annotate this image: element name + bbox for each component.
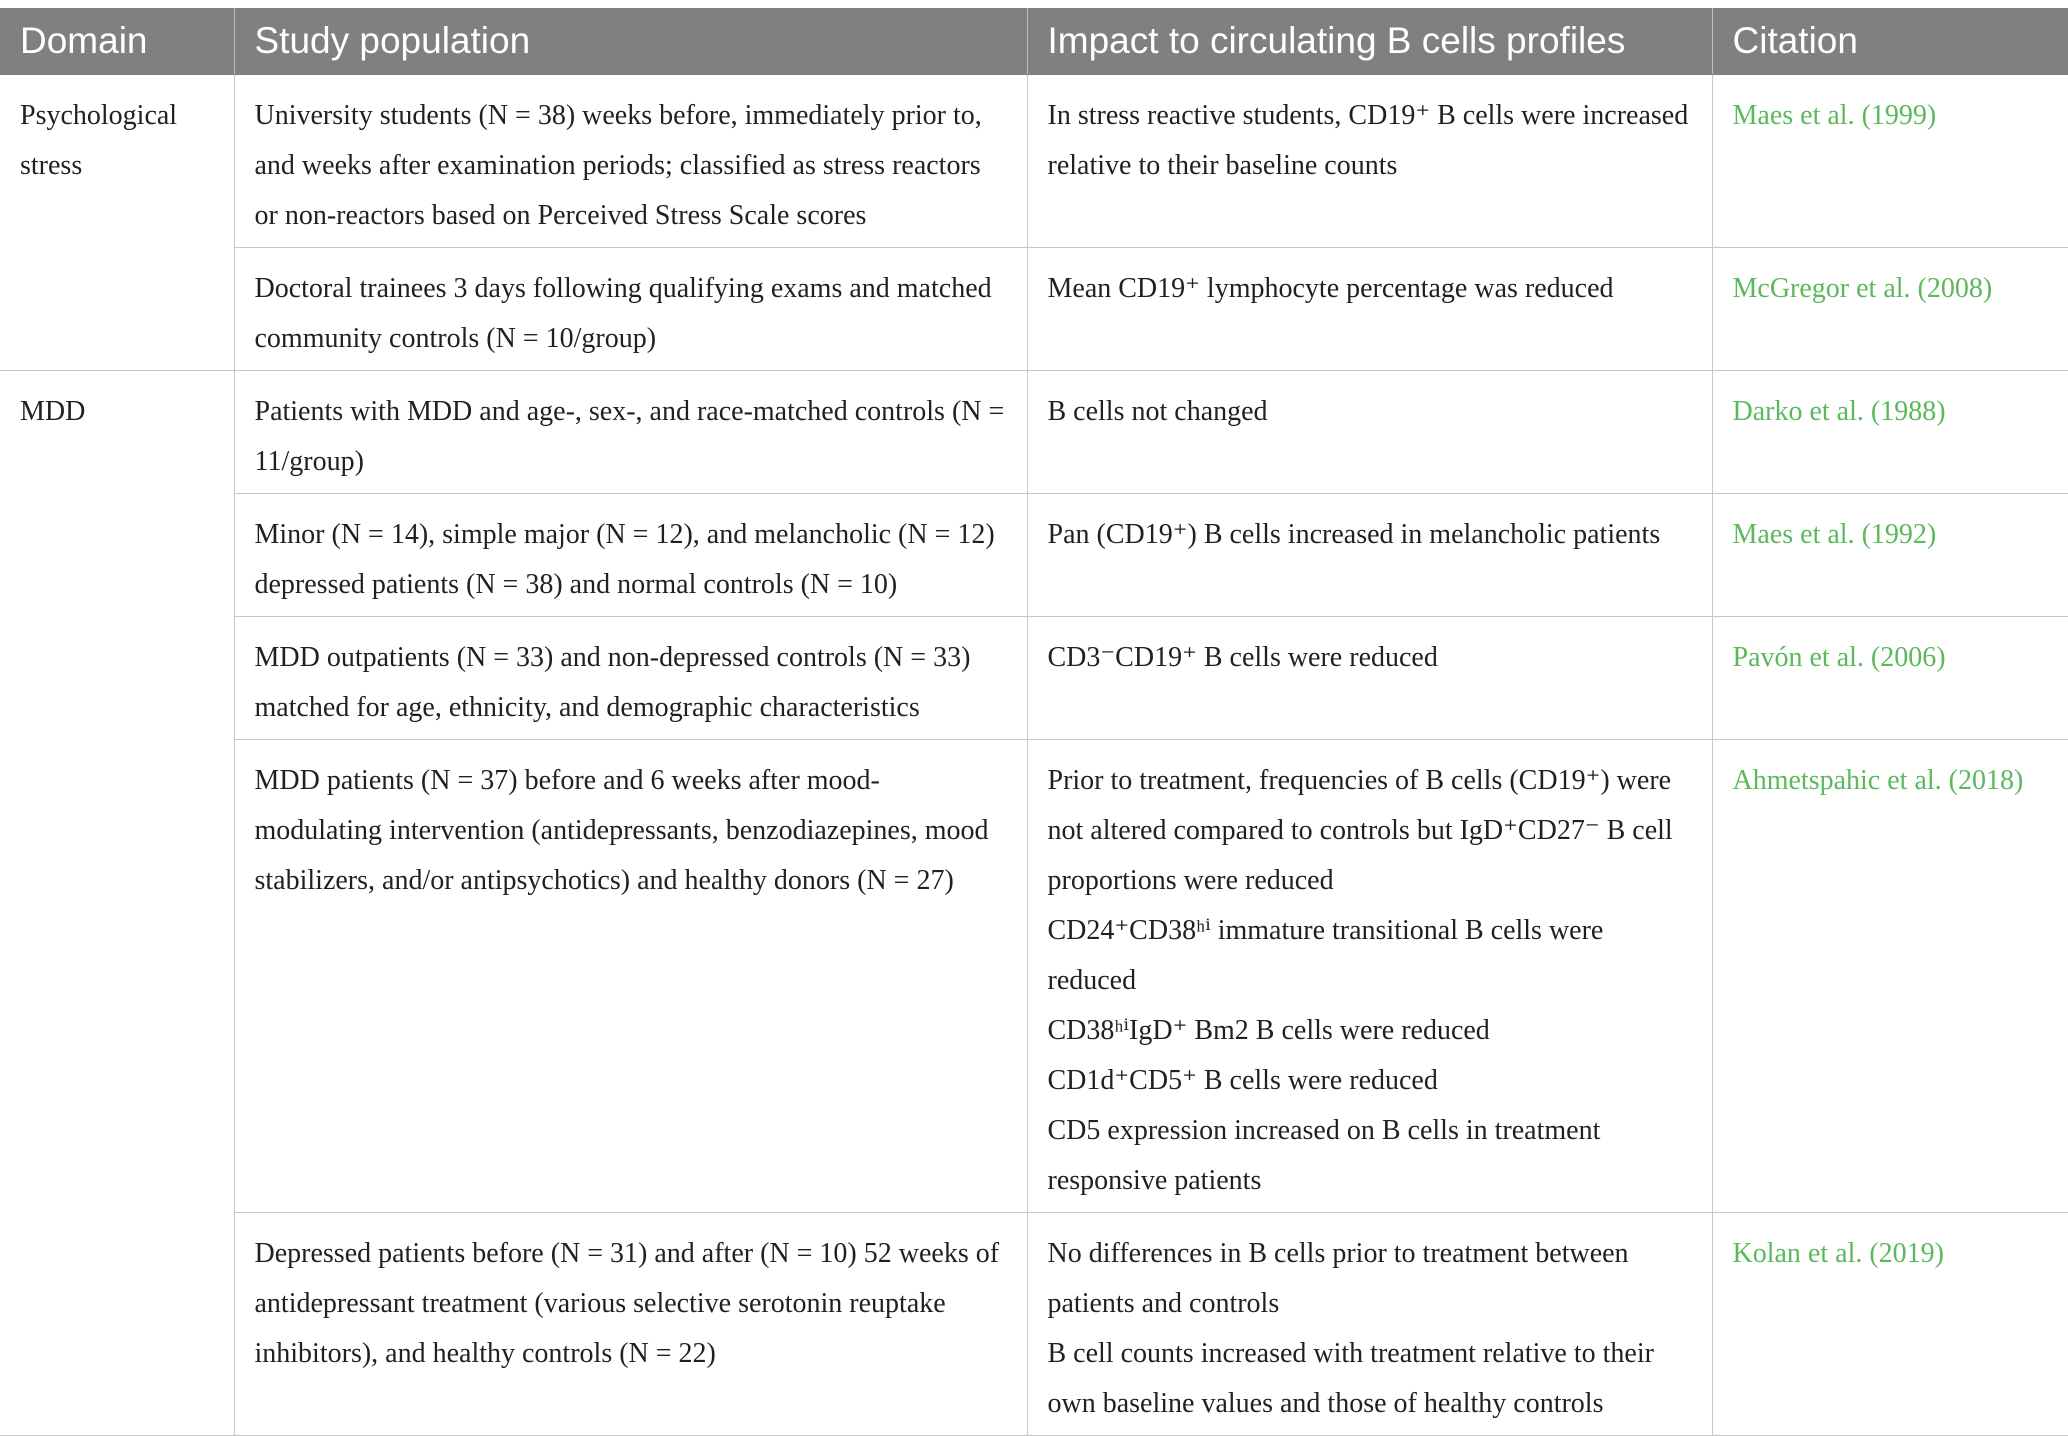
table-row <box>0 494 2068 617</box>
b-cell-studies-table <box>0 8 2068 1436</box>
study-population-cell: Depressed patients before (N = 31) and after (N = 10) 52 weeks of antidepressant treatment (various selective serotonin reuptake inhibitors), and healthy controls (N = 22) <box>234 1213 1027 1436</box>
table-row <box>0 740 2068 1213</box>
study-population-cell: MDD outpatients (N = 33) and non-depressed controls (N = 33) matched for age, ethnicity, and demographic characteristics <box>234 617 1027 740</box>
impact-cell: Pan (CD19⁺) B cells increased in melancholic patients <box>1027 494 1712 617</box>
citation-link[interactable]: Ahmetspahic et al. (2018) <box>1712 740 2068 1213</box>
impact-cell: Mean CD19⁺ lymphocyte percentage was reduced <box>1027 248 1712 371</box>
study-population-cell: Doctoral trainees 3 days following qualifying exams and matched community controls (N = 10/group) <box>234 248 1027 371</box>
study-population-cell: MDD patients (N = 37) before and 6 weeks after mood-modulating intervention (antidepressants, benzodiazepines, mood stabilizers, and/or antipsychotics) and healthy donors (N = 27) <box>234 740 1027 1213</box>
impact-cell: Prior to treatment, frequencies of B cells (CD19⁺) were not altered compared to controls but IgD⁺CD27⁻ B cell proportions were reduced CD24⁺CD38ʰⁱ immature transitional B cells were reduced CD38ʰⁱIgD⁺ Bm2 B cells were reduced CD1d⁺CD5⁺ B cells were reduced CD5 expression increased on B cells in treatment responsive patients <box>1027 740 1712 1213</box>
table-row <box>0 617 2068 740</box>
table-row <box>0 75 2068 248</box>
table-header <box>0 8 2068 75</box>
citation-link[interactable]: Maes et al. (1999) <box>1712 75 2068 248</box>
impact-cell: No differences in B cells prior to treatment between patients and controls B cell counts increased with treatment relative to their own baseline values and those of healthy controls <box>1027 1213 1712 1436</box>
table-row <box>0 1213 2068 1436</box>
table-body <box>0 75 2068 1436</box>
header-domain: Domain <box>0 8 234 75</box>
impact-cell: In stress reactive students, CD19⁺ B cells were increased relative to their baseline counts <box>1027 75 1712 248</box>
study-population-cell: Patients with MDD and age-, sex-, and race-matched controls (N = 11/group) <box>234 371 1027 494</box>
citation-link[interactable]: Kolan et al. (2019) <box>1712 1213 2068 1436</box>
impact-cell: B cells not changed <box>1027 371 1712 494</box>
header-row <box>0 8 2068 75</box>
citation-link[interactable]: Pavón et al. (2006) <box>1712 617 2068 740</box>
header-citation: Citation <box>1712 8 2068 75</box>
study-population-cell: University students (N = 38) weeks before, immediately prior to, and weeks after examination periods; classified as stress reactors or non-reactors based on Perceived Stress Scale scores <box>234 75 1027 248</box>
study-population-cell: Minor (N = 14), simple major (N = 12), and melancholic (N = 12) depressed patients (N = 38) and normal controls (N = 10) <box>234 494 1027 617</box>
domain-cell: MDD <box>0 371 234 1436</box>
header-study-population: Study population <box>234 8 1027 75</box>
citation-link[interactable]: Darko et al. (1988) <box>1712 371 2068 494</box>
table-row <box>0 371 2068 494</box>
citation-link[interactable]: Maes et al. (1992) <box>1712 494 2068 617</box>
table-row <box>0 248 2068 371</box>
domain-cell: Psychological stress <box>0 75 234 371</box>
impact-cell: CD3⁻CD19⁺ B cells were reduced <box>1027 617 1712 740</box>
citation-link[interactable]: McGregor et al. (2008) <box>1712 248 2068 371</box>
header-impact: Impact to circulating B cells profiles <box>1027 8 1712 75</box>
